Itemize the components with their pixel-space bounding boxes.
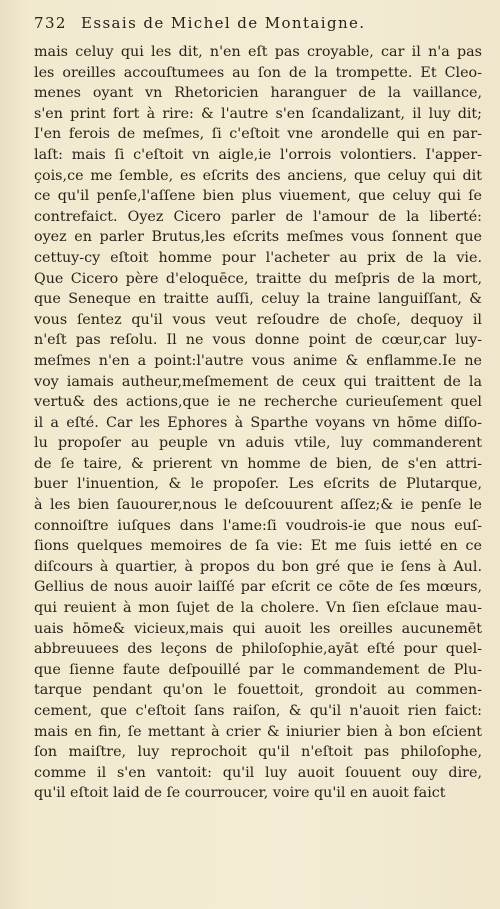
text-line: que ſienne faute deſpouillé par le commandement de Plu-: [34, 661, 482, 678]
text-line: de ſe taire, & prierent vn homme de bien, de s'en attri-: [34, 455, 482, 472]
text-line: contrefaict. Oyez Cicero parler de l'amour de la liberté:: [34, 208, 482, 225]
running-title: Essais de Michel de Montaigne.: [81, 14, 366, 32]
text-line: abbreuuees des leçons de philoſophie,ayāt eſté pour quel-: [34, 641, 482, 658]
text-line: comme il s'en vantoit: qu'il luy auoit ſouuent ouy dire,: [34, 764, 482, 781]
text-line: il a eſté. Car les Ephores à Sparthe voyans vn hōme diſſo-: [34, 414, 482, 431]
text-line: cettuy-cy eſtoit homme pour l'acheter au prix de la vie.: [34, 249, 482, 266]
text-line: ſions quelques memoires de ſa vie: Et me ſuis ietté en ce: [34, 538, 482, 555]
body-text: [34, 42, 482, 804]
text-line: mais celuy qui les dit, n'en eſt pas croyable, car il n'a pas: [34, 44, 482, 60]
page-number: 732: [34, 14, 67, 32]
text-line: connoiſtre iuſques dans l'ame:ſi voudrois-ie que nous euſ-: [34, 517, 482, 534]
text-line: ſon maiſtre, luy reprochoit qu'il n'eſtoit pas philoſophe,: [34, 744, 482, 761]
text-line: les oreilles accouſtumees au ſon de la trompette. Et Cleo-: [34, 64, 482, 81]
text-line: meſmes n'en a point:l'autre vous anime & enflamme.Ie ne: [34, 352, 482, 369]
text-line: vertu& des actions,que ie ne recherche curieuſement quel: [34, 394, 482, 411]
text-line: lu propoſer au peuple vn aduis vtile, luy commanderent: [34, 435, 482, 452]
text-line: vous ſentez qu'il vous veut reſoudre de choſe, dequoy il: [34, 311, 482, 328]
text-line: qui reuient à mon ſujet de la cholere. Vn ſien eſclaue mau-: [34, 600, 482, 617]
text-line: buer l'inuention, & le propoſer. Les eſcrits de Plutarque,: [34, 476, 482, 493]
text-line: oyez en parler Brutus,les eſcrits meſmes vous ſonnent que: [34, 229, 482, 246]
text-line: laſt: mais ſi c'eſtoit vn aigle,ie l'orrois volontiers. I'apper-: [34, 146, 482, 163]
text-line: Gellius de nous auoir laiſſé par eſcrit ce cōte de ſes mœurs,: [34, 579, 482, 596]
text-line: tarque pendant qu'on le fouettoit, grondoit au commen-: [34, 682, 482, 699]
text-line: n'eſt pas reſolu. Il ne vous donne point de cœur,car luy-: [34, 332, 482, 349]
text-line: Que Cicero père d'eloquēce, traitte du meſpris de la mort,: [34, 270, 482, 287]
text-line: çois,ce me ſemble, es eſcrits des anciens, que celuy qui dit: [34, 167, 482, 184]
text-line: uais hōme& vicieux,mais qui auoit les oreilles aucunemēt: [34, 620, 482, 637]
text-line: menes oyant vn Rhetoricien haranguer de la vaillance,: [34, 85, 482, 102]
text-line: ce qu'il penſe,l'aſſene bien plus viuement, que celuy qui ſe: [34, 188, 482, 205]
text-line: que Seneque en traitte auſſi, celuy la traine languiſſant, &: [34, 291, 482, 308]
text-line: mais en fin, ſe mettant à crier & iniurier bien à bon eſcient: [34, 723, 482, 740]
text-line: cement, que c'eſtoit ſans raiſon, & qu'il n'auoit rien faict:: [34, 703, 482, 719]
page-header: [34, 14, 480, 38]
text-line: qu'il eſtoit laid de ſe courroucer, voire qu'il en auoit faict: [34, 785, 446, 802]
text-line: voy iamais autheur,meſmement de ceux qui traittent de la: [34, 373, 482, 390]
text-line: I'en ferois de meſmes, ſi c'eſtoit vne arondelle qui en par-: [34, 126, 482, 143]
text-line: s'en print fort à rire: & l'autre s'en ſcandalizant, il luy dit;: [34, 105, 482, 122]
text-line: à les bien ſauourer,nous le deſcouurent aſſez;& ie penſe le: [34, 497, 482, 514]
text-line: diſcours à quartier, à propos du bon gré que ie ſens à Aul.: [34, 558, 482, 575]
